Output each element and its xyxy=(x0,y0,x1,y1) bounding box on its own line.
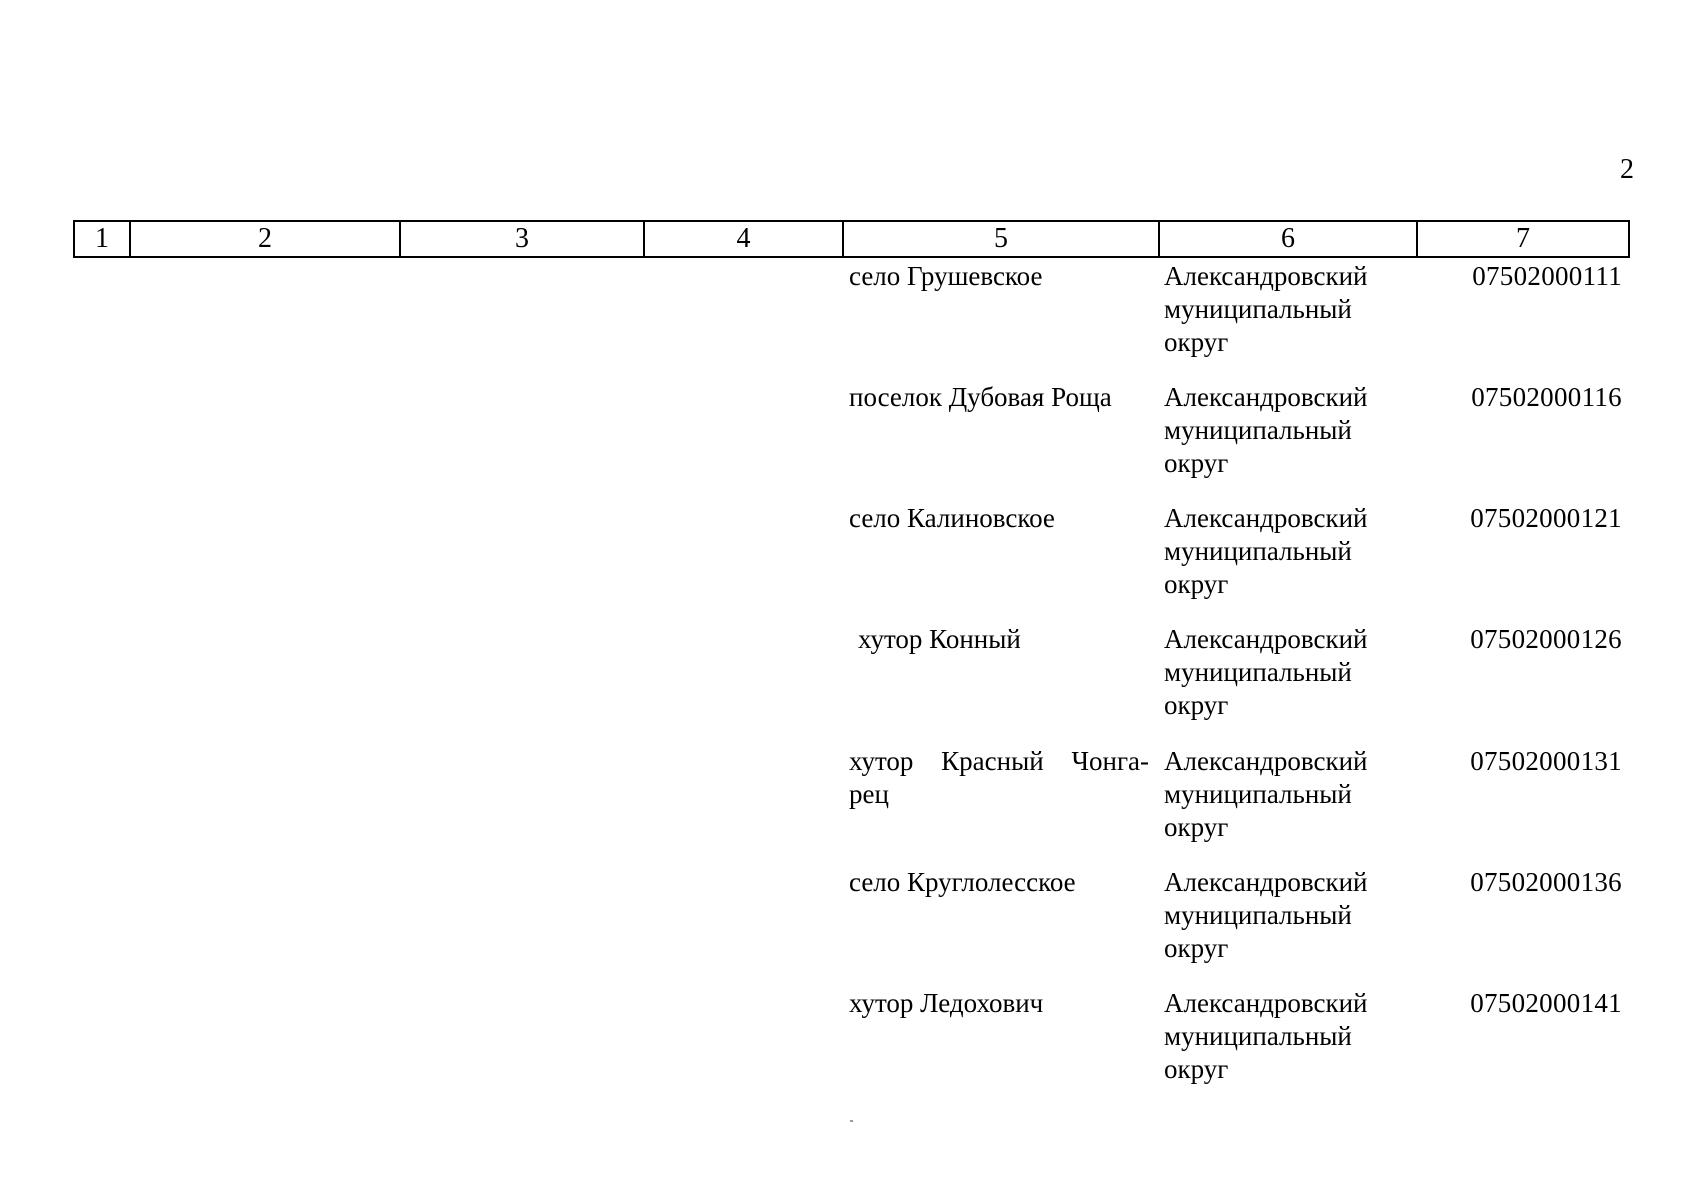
district-line: муниципальный xyxy=(1164,536,1352,566)
page-number: 2 xyxy=(1620,154,1634,185)
district-line: Александровский xyxy=(1164,261,1368,291)
district-line: Александровский xyxy=(1164,746,1368,776)
district-line: муниципальный xyxy=(1164,779,1352,809)
scan-speck xyxy=(850,1120,853,1122)
list-item xyxy=(0,502,1689,622)
district-name xyxy=(1164,987,1394,1086)
list-item xyxy=(0,866,1689,986)
settlement-name: хутор Красный Чонга-рец xyxy=(849,746,1149,809)
list-item xyxy=(0,260,1689,380)
oktmo-code: 07502000126 xyxy=(1470,624,1622,654)
oktmo-code: 07502000136 xyxy=(1470,867,1622,897)
column-number-5: 5 xyxy=(843,221,1159,257)
district-line: округ xyxy=(1164,448,1229,478)
list-item xyxy=(0,987,1689,1107)
settlement-name: поселок Дубовая Роща xyxy=(849,382,1112,412)
district-line: округ xyxy=(1164,690,1229,720)
column-number-2: 2 xyxy=(130,221,400,257)
oktmo-code: 07502000111 xyxy=(1472,261,1622,291)
settlement-name: хутор Конный xyxy=(858,624,1021,654)
oktmo-code: 07502000121 xyxy=(1470,503,1622,533)
oktmo-code: 07502000116 xyxy=(1471,382,1622,412)
district-name xyxy=(1164,502,1394,601)
district-line: округ xyxy=(1164,569,1229,599)
column-number-7: 7 xyxy=(1417,221,1629,257)
district-line: Александровский xyxy=(1164,988,1368,1018)
district-line: Александровский xyxy=(1164,624,1368,654)
district-line: округ xyxy=(1164,1054,1229,1084)
district-line: Александровский xyxy=(1164,503,1368,533)
list-item xyxy=(0,623,1689,743)
column-number-3: 3 xyxy=(400,221,644,257)
list-item xyxy=(0,745,1689,865)
district-name xyxy=(1164,381,1394,480)
list-item xyxy=(0,381,1689,501)
district-line: округ xyxy=(1164,812,1229,842)
column-number-1: 1 xyxy=(74,221,130,257)
settlement-name: село Грушевское xyxy=(849,261,1043,291)
district-line: округ xyxy=(1164,933,1229,963)
settlement-name: село Калиновское xyxy=(849,503,1055,533)
district-line: муниципальный xyxy=(1164,900,1352,930)
district-name xyxy=(1164,745,1394,844)
district-line: муниципальный xyxy=(1164,294,1352,324)
district-line: муниципальный xyxy=(1164,415,1352,445)
column-number-6: 6 xyxy=(1159,221,1417,257)
district-name xyxy=(1164,866,1394,965)
column-number-4: 4 xyxy=(644,221,843,257)
district-name xyxy=(1164,623,1394,722)
district-line: Александровский xyxy=(1164,382,1368,412)
district-name xyxy=(1164,260,1394,359)
district-line: муниципальный xyxy=(1164,657,1352,687)
district-line: округ xyxy=(1164,327,1229,357)
settlement-name: хутор Ледохович xyxy=(849,988,1044,1018)
oktmo-code: 07502000131 xyxy=(1470,746,1622,776)
settlement-name: село Круглолесское xyxy=(849,867,1076,897)
oktmo-code: 07502000141 xyxy=(1470,988,1622,1018)
district-line: Александровский xyxy=(1164,867,1368,897)
district-line: муниципальный xyxy=(1164,1021,1352,1051)
